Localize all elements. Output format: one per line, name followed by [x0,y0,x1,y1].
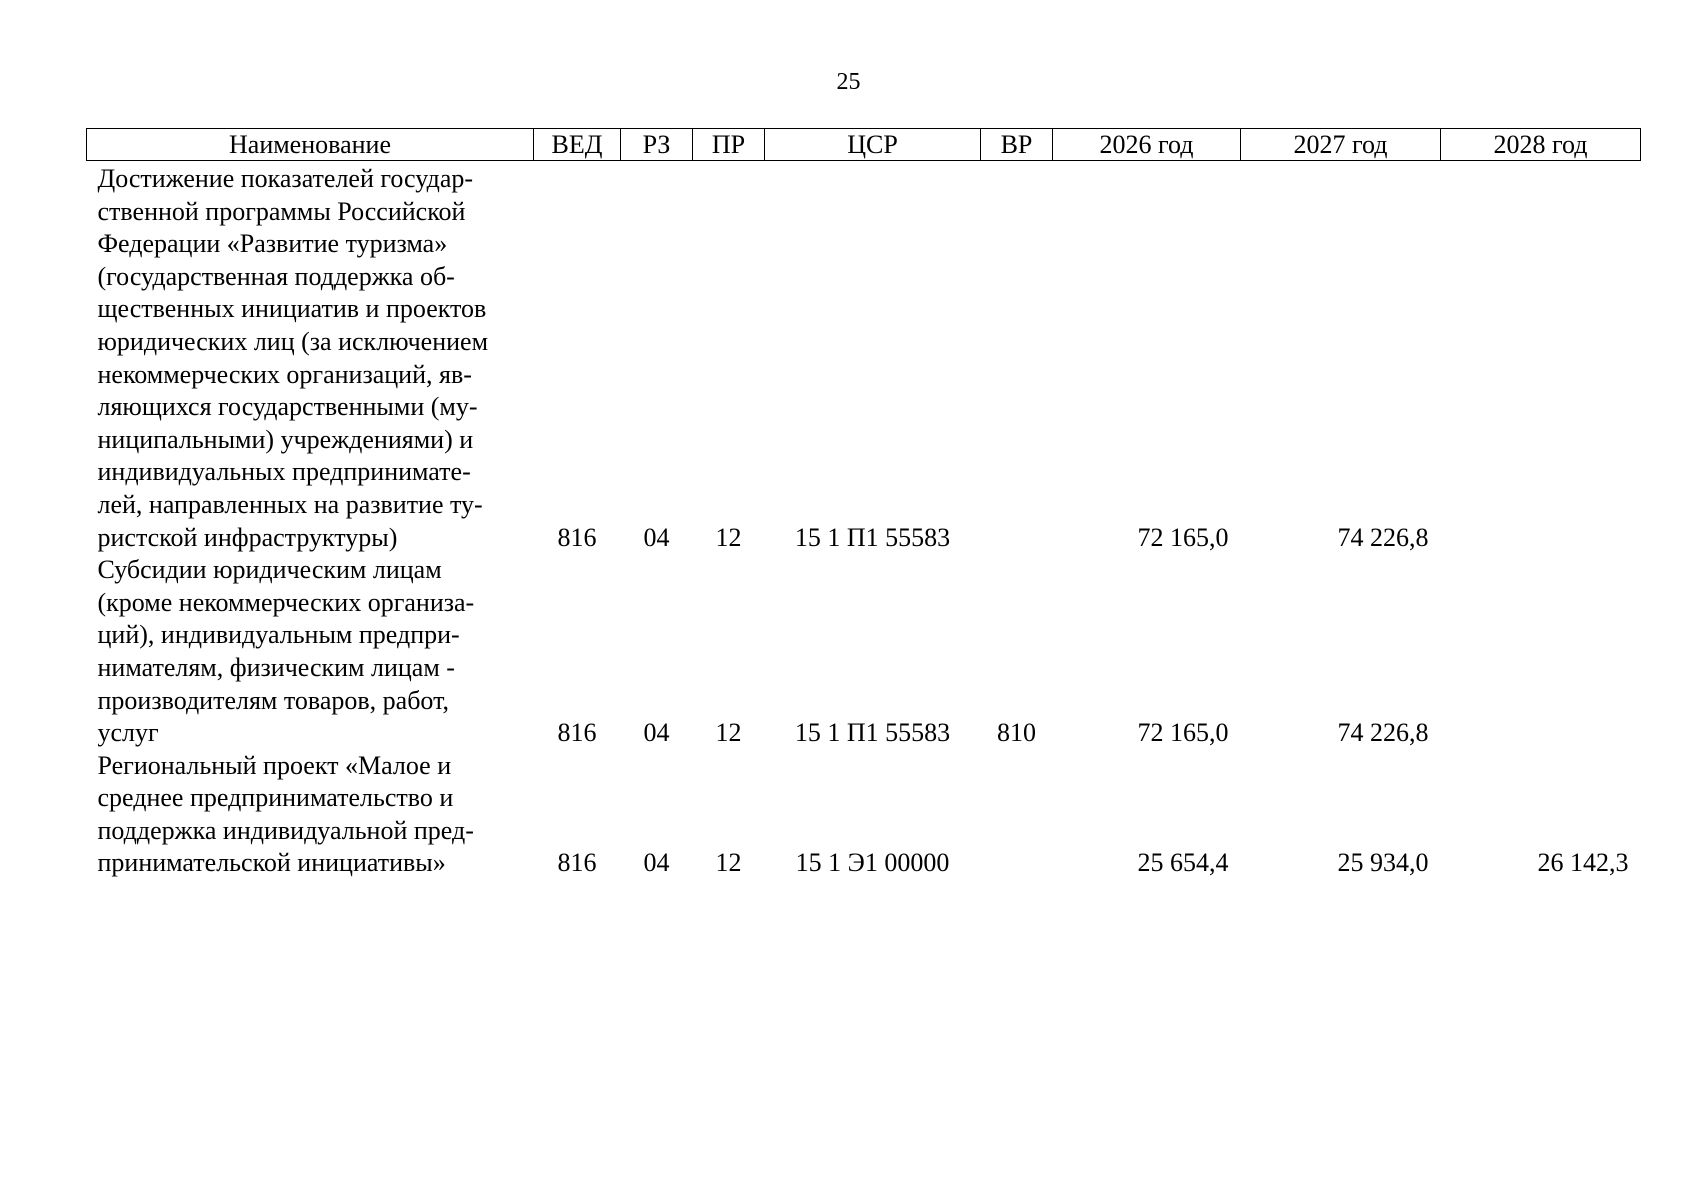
row-name-line: ристской инфраструктуры) [97,522,398,552]
row-ved: 816 [557,848,597,878]
row-pr: 12 [715,522,742,552]
header-rz: РЗ [621,129,693,161]
row-pr: 12 [715,848,742,878]
row-2026: 72 165,0 [1137,522,1229,552]
header-pr: ПР [693,129,765,161]
row-name-line: щественных инициатив и проектов [97,294,487,324]
row-name-line: поддержка индивидуальной пред- [97,815,474,845]
page-number: 25 [836,69,861,95]
row-2028 [1441,554,1641,750]
row-vr [981,161,1053,555]
row-name [87,750,534,880]
budget-table [86,128,1641,880]
row-name-line: среднее предпринимательство и [97,783,454,813]
header-name: Наименование [87,129,534,161]
header-2027: 2027 год [1241,129,1441,161]
row-name-line: услуг [97,718,159,748]
row-csr: 15 1 П1 55583 [794,718,951,748]
row-2026: 25 654,4 [1137,848,1229,878]
row-csr: 15 1 Э1 00000 [795,848,950,878]
header-2026: 2026 год [1053,129,1241,161]
row-2028: 26 142,3 [1537,848,1629,878]
row-vr: 810 [997,718,1036,748]
row-name-line: юридических лиц (за исключением [97,326,489,356]
row-name-line: Субсидии юридическим лицам [97,555,442,585]
header-csr: ЦСР [765,129,981,161]
table-row [87,161,1641,555]
row-name-line: (государственная поддержка об- [97,261,455,291]
row-name-line: некоммерческих организаций, яв- [97,359,472,389]
row-ved: 816 [557,718,597,748]
row-rz: 04 [643,848,670,878]
row-2026: 72 165,0 [1137,718,1229,748]
row-name-line: ляющихся государственными (му- [97,392,478,422]
row-name [87,161,534,555]
table-row [87,750,1641,880]
header-row [87,129,1641,161]
row-name-line: нимателям, физическим лицам - [97,652,455,682]
table-row [87,554,1641,750]
row-pr: 12 [715,718,742,748]
row-name-line: ниципальными) учреждениями) и [97,424,474,454]
row-name-line: индивидуальных предпринимате- [97,457,471,487]
row-rz: 04 [643,522,670,552]
row-2028 [1441,161,1641,555]
row-name-line: производителям товаров, работ, [97,685,449,715]
row-vr [981,750,1053,880]
row-name-line: лей, направленных на развитие ту- [97,489,483,519]
row-name-line: ций), индивидуальным предпри- [97,620,460,650]
row-name-line: Региональный проект «Малое и [97,750,452,780]
row-2027: 74 226,8 [1337,718,1429,748]
row-name-line: ственной программы Российской [97,196,466,226]
row-name-line: принимательской инициативы» [97,848,446,878]
row-ved: 816 [557,522,597,552]
header-ved: ВЕД [534,129,621,161]
row-name-line: Федерации «Развитие туризма» [97,229,448,259]
row-csr: 15 1 П1 55583 [794,522,951,552]
header-vr: ВР [981,129,1053,161]
row-name-line: (кроме некоммерческих организа- [97,587,475,617]
row-2027: 25 934,0 [1337,848,1429,878]
row-rz: 04 [643,718,670,748]
header-2028: 2028 год [1441,129,1641,161]
row-2027: 74 226,8 [1337,522,1429,552]
row-name [87,554,534,750]
row-name-line: Достижение показателей государ- [97,164,474,193]
